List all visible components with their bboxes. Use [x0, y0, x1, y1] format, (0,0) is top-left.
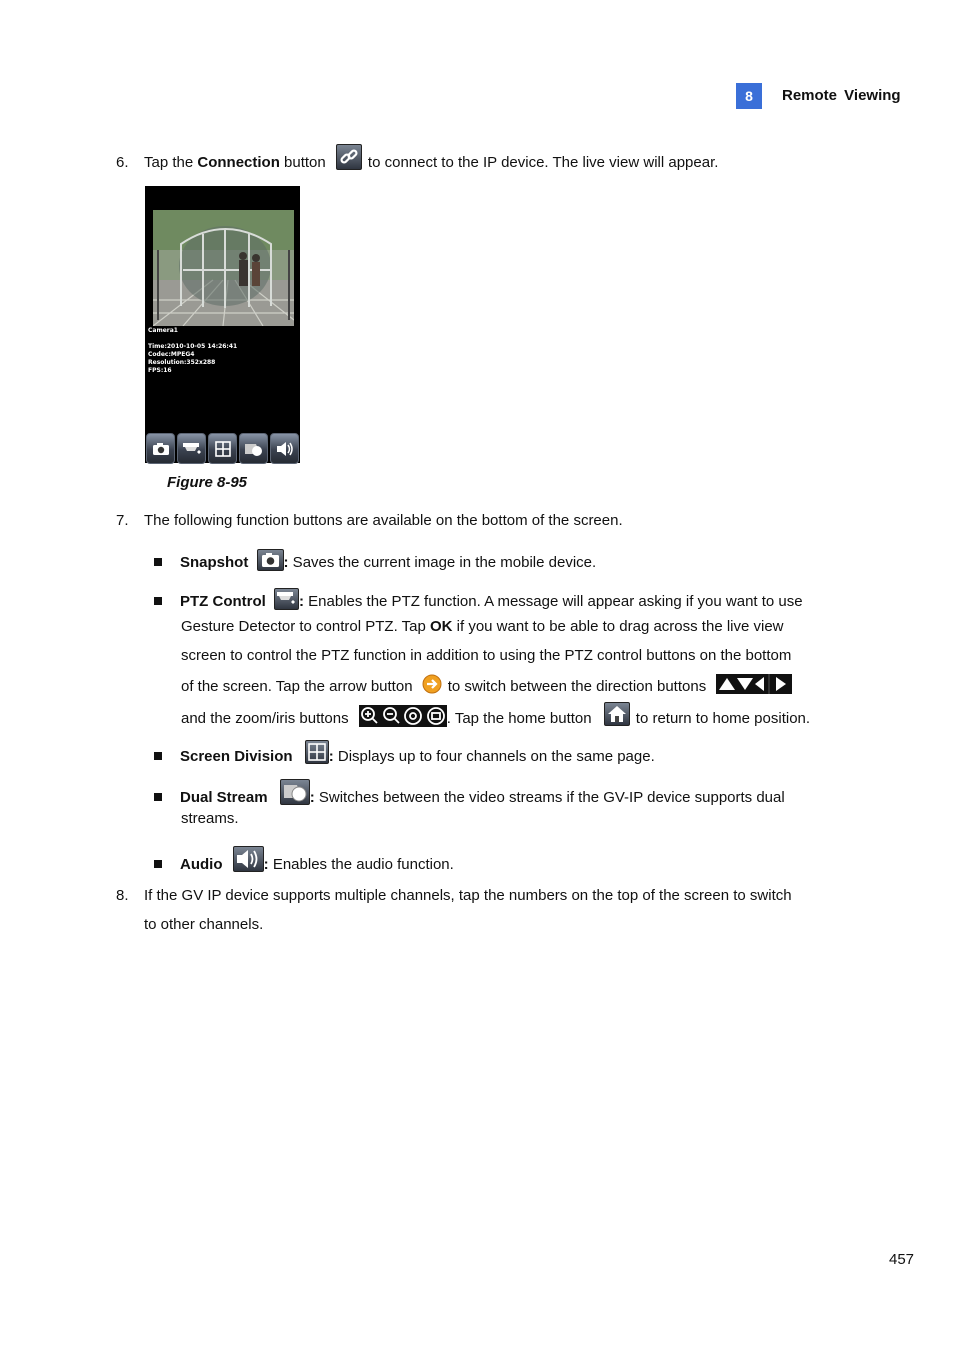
bullet-snapshot: Snapshot : Saves the current image in the mobile device. [154, 552, 596, 574]
codec-readout: Codec:MPEG4 [148, 351, 195, 358]
step-6: 6. Tap the Connection button to connect to the IP device. The live view will appear. [116, 150, 718, 176]
zoom-iris-buttons-icon [359, 705, 447, 727]
step-number: 8. [116, 887, 129, 904]
bullet-square [154, 793, 162, 801]
bullet-square [154, 597, 162, 605]
chapter-title: Remote Viewing [782, 87, 901, 104]
snapshot-button[interactable] [146, 433, 175, 464]
ptz-line-4: of the screen. Tap the arrow button to switch between the direction buttons [181, 677, 792, 697]
bullet-square [154, 752, 162, 760]
step-number: 6. [116, 153, 129, 171]
bullet-audio: Audio : Enables the audio function. [154, 852, 454, 878]
camera-image [153, 210, 294, 326]
bullet-screen-division: Screen Division : Displays up to four channels on the same page. [154, 745, 655, 769]
bullet-square [154, 558, 162, 566]
ptz-line-2: Gesture Detector to control PTZ. Tap OK if you want to be able to drag across the live view [181, 618, 784, 635]
bullet-ptz-control: PTZ Control : Enables the PTZ function. A message will appear asking if you want to use [154, 591, 803, 613]
arrow-button-icon [422, 674, 442, 694]
dual-stream-icon [244, 441, 264, 457]
connection-icon [336, 144, 362, 170]
direction-buttons-icon [716, 674, 792, 694]
dual-stream-icon [280, 779, 310, 805]
step-number: 7. [116, 512, 129, 529]
bullet-dual-stream: Dual Stream : Switches between the video streams if the GV-IP device supports dual [154, 785, 785, 811]
bullet-square [154, 860, 162, 868]
speaker-icon [275, 441, 295, 457]
page-number: 457 [889, 1251, 915, 1268]
chapter-number-badge: 8 [736, 83, 762, 109]
live-view-screenshot [145, 186, 300, 463]
ptz-control-button[interactable] [177, 433, 206, 464]
figure-caption: Figure 8-95 [167, 474, 248, 491]
home-icon [604, 702, 630, 726]
ptz-line-5: and the zoom/iris buttons . Tap the home button to return to home position. [181, 707, 810, 731]
ptz-line-3: screen to control the PTZ function in addition to using the PTZ control buttons on the bottom [181, 647, 792, 664]
snapshot-icon [257, 549, 284, 571]
fps-readout: FPS:16 [148, 367, 172, 374]
step-8: 8. If the GV IP device supports multiple channels, tap the numbers on the top of the screen to switch [116, 887, 792, 904]
dual-stream-button[interactable] [239, 433, 268, 464]
ptz-control-icon [274, 588, 299, 610]
audio-button[interactable] [270, 433, 299, 464]
ptz-camera-icon [182, 441, 202, 457]
audio-icon [233, 846, 264, 872]
resolution-readout: Resolution:352x288 [148, 359, 216, 366]
camera-name: Camera1 [148, 327, 178, 334]
camera-icon [152, 442, 170, 456]
dual-stream-line-2: streams. [181, 810, 239, 827]
step-7: 7. The following function buttons are available on the bottom of the screen. [116, 512, 623, 529]
phone-toolbar [145, 432, 300, 463]
screen-division-icon [305, 740, 329, 764]
grid-icon [215, 441, 231, 457]
time-readout: Time:2010-10-05 14:26:41 [148, 343, 238, 350]
screen-division-button[interactable] [208, 433, 237, 464]
step-8-line-2: to other channels. [144, 916, 264, 933]
